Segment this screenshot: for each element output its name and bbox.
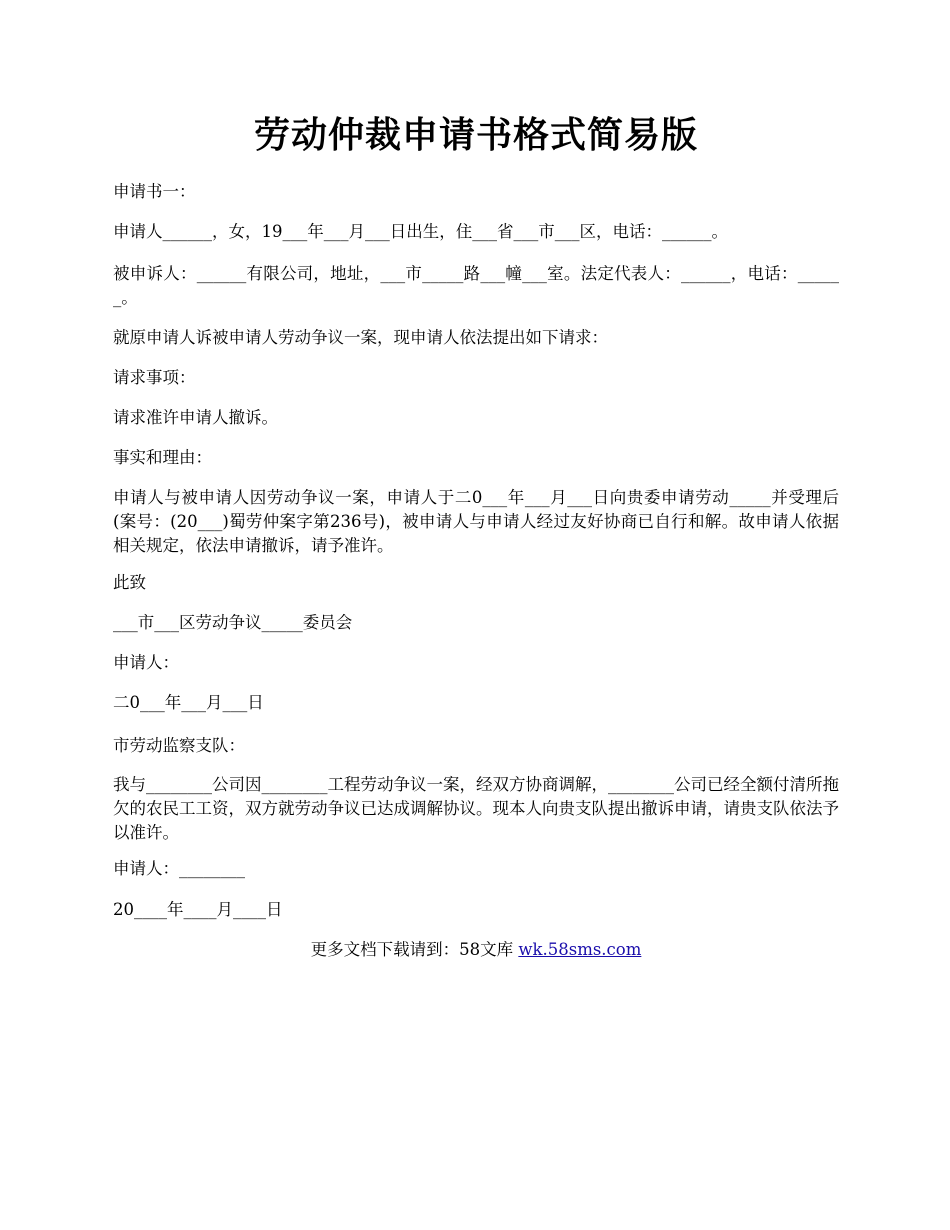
paragraph-request: 请求准许申请人撤诉。	[113, 408, 278, 427]
document-title: 劳动仲裁申请书格式简易版	[253, 115, 698, 156]
footer-link[interactable]: wk.58sms.com	[518, 940, 642, 959]
paragraph-signature-2: 申请人：________	[113, 859, 245, 878]
paragraph-request-heading: 请求事项：	[113, 368, 196, 387]
footer-text: 更多文档下载请到：58文库	[310, 940, 519, 959]
paragraph-date: 二0___年___月___日	[113, 693, 264, 712]
footer	[113, 938, 839, 962]
paragraph-date-2: 20____年____月____日	[113, 900, 283, 919]
paragraph-body-2: 我与________公司因________工程劳动争议一案，经双方协商调解，________公司已经全额付清所拖欠的农民工工资，双方就劳动争议已达成调解协议。现本人向贵支队提出撤诉申请，请贵支队依法予以准许。	[113, 775, 839, 842]
paragraph-respondent: 被申诉人：______有限公司，地址，___市_____路___幢___室。法定代表人：______，电话：______。	[113, 264, 839, 307]
paragraph-facts-heading: 事实和理由：	[113, 448, 212, 467]
paragraph-heading-1: 申请书一：	[113, 182, 196, 201]
paragraph-salutation: 此致	[113, 573, 146, 592]
paragraph-heading-2: 市劳动监察支队：	[113, 736, 245, 755]
paragraph-facts: 申请人与被申请人因劳动争议一案，申请人于二0___年___月___日向贵委申请劳动_____并受理后(案号：(20___)蜀劳仲案字第236号)，被申请人与申请人经过友好协商已自行和解。故申请人依据相关规定，依法申请撤诉，请予准许。	[113, 488, 839, 555]
paragraph-recipient: ___市___区劳动争议_____委员会	[113, 613, 353, 632]
paragraph-intro: 就原申请人诉被申请人劳动争议一案，现申请人依法提出如下请求：	[113, 328, 608, 347]
paragraph-signature: 申请人：	[113, 653, 179, 672]
paragraph-applicant: 申请人______，女，19___年___月___日出生，住___省___市___区，电话：______。	[113, 222, 728, 241]
